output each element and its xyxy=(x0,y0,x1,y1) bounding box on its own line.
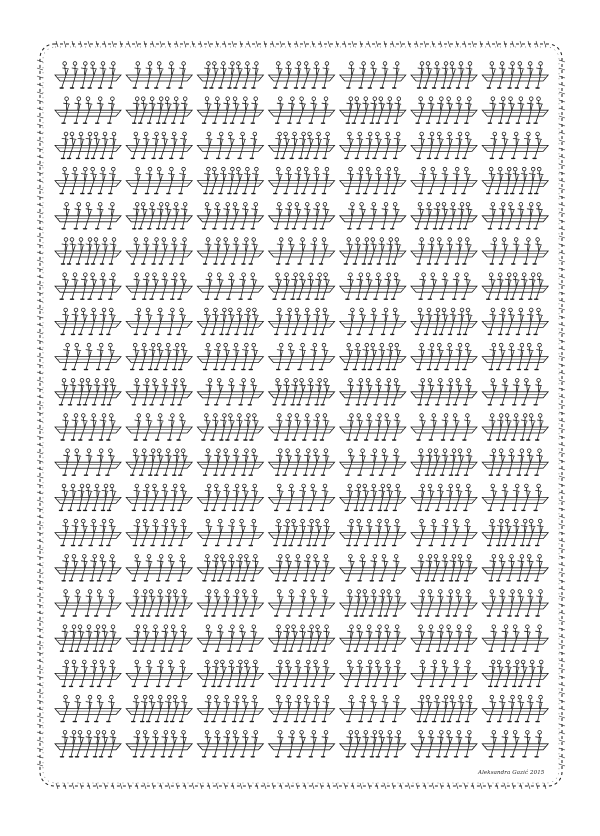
artist-signature: Aleksandra Gazić 2015 xyxy=(478,770,545,776)
